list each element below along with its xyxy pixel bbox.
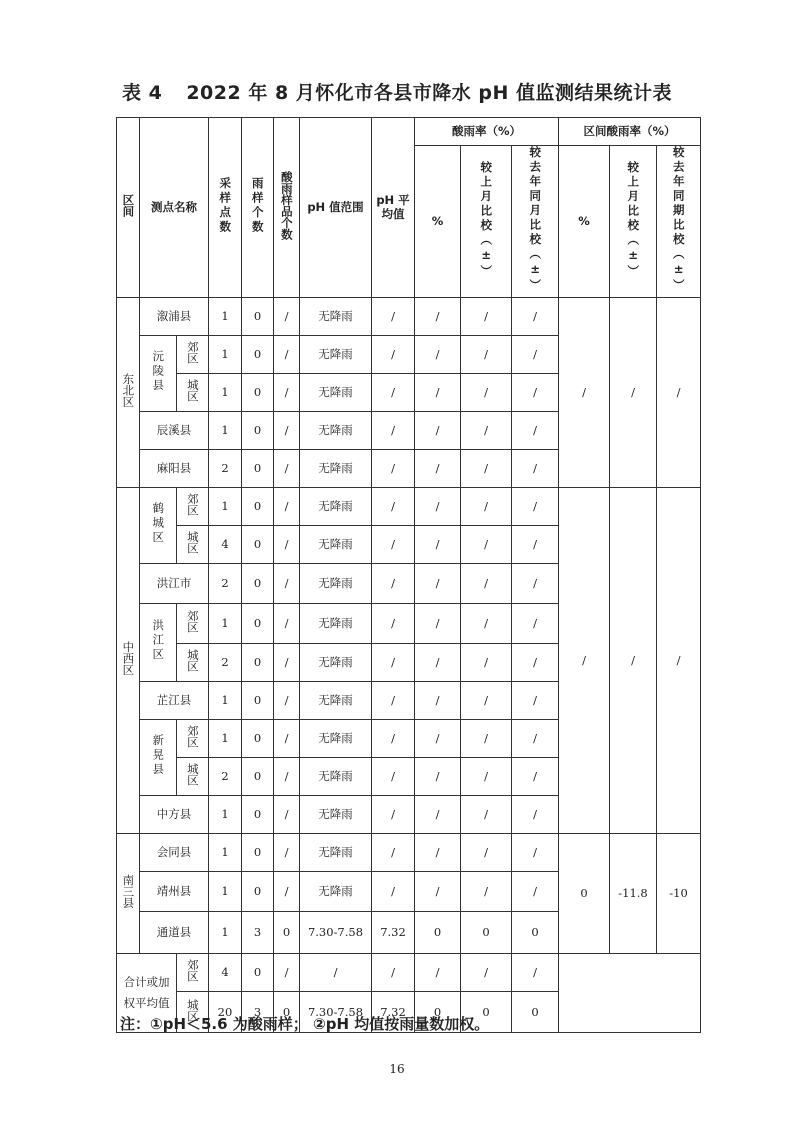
cell-points: 1 — [209, 335, 242, 373]
cell-vs-month: / — [461, 335, 512, 373]
station-sub: 郊区 — [177, 953, 209, 991]
region-rate-vs-year: -10 — [657, 833, 701, 953]
cell-range: 无降雨 — [300, 411, 372, 449]
cell-avg: / — [372, 643, 415, 681]
cell-pct: / — [415, 487, 461, 525]
cell-range: 无降雨 — [300, 563, 372, 603]
cell-vs-year: / — [512, 757, 559, 795]
station-name: 靖州县 — [140, 871, 209, 911]
cell-pct: / — [415, 953, 461, 991]
cell-acid: / — [274, 643, 300, 681]
cell-samples: 0 — [242, 411, 274, 449]
cell-samples: 0 — [242, 373, 274, 411]
cell-avg: / — [372, 795, 415, 833]
cell-range: 无降雨 — [300, 719, 372, 757]
header-vs-last-year: 较去年同月比校（±） — [512, 146, 559, 298]
cell-range: 7.30-7.58 — [300, 911, 372, 953]
cell-pct: / — [415, 449, 461, 487]
station-name: 芷江县 — [140, 681, 209, 719]
cell-acid: / — [274, 297, 300, 335]
cell-points: 1 — [209, 297, 242, 335]
region-rate-pct: / — [559, 297, 610, 487]
station-name: 辰溪县 — [140, 411, 209, 449]
cell-pct: / — [415, 643, 461, 681]
cell-range: 无降雨 — [300, 335, 372, 373]
header-region-acid-rate: 区间酸雨率（%） — [559, 118, 701, 146]
cell-samples: 0 — [242, 563, 274, 603]
cell-vs-month: / — [461, 449, 512, 487]
ph-statistics-table — [116, 117, 701, 1033]
table-row — [117, 297, 701, 335]
cell-samples: 0 — [242, 487, 274, 525]
header-ph-average: pH 平均值 — [372, 118, 415, 298]
cell-pct: / — [415, 757, 461, 795]
cell-samples: 0 — [242, 603, 274, 643]
cell-vs-year: / — [512, 335, 559, 373]
cell-range: 无降雨 — [300, 833, 372, 871]
cell-range: 无降雨 — [300, 681, 372, 719]
station-sub: 城区 — [177, 373, 209, 411]
header-region-vs-last-month: 较上月比校（±） — [610, 146, 657, 298]
cell-vs-year: / — [512, 719, 559, 757]
cell-pct: / — [415, 297, 461, 335]
cell-pct: / — [415, 335, 461, 373]
table-title-text: 2022 年 8 月怀化市各县市降水 pH 值监测结果统计表 — [186, 82, 673, 104]
cell-avg: / — [372, 525, 415, 563]
cell-samples: 0 — [242, 297, 274, 335]
cell-vs-year: 0 — [512, 911, 559, 953]
cell-avg: / — [372, 335, 415, 373]
cell-points: 20 — [209, 991, 242, 1032]
station-name: 溆浦县 — [140, 297, 209, 335]
group-xinhuang: 新晃县 — [140, 719, 177, 795]
cell-samples: 0 — [242, 525, 274, 563]
cell-points: 1 — [209, 911, 242, 953]
station-sub: 城区 — [177, 643, 209, 681]
cell-pct: / — [415, 411, 461, 449]
cell-vs-year: / — [512, 953, 559, 991]
table-row — [117, 833, 701, 871]
cell-avg: / — [372, 297, 415, 335]
cell-pct: / — [415, 795, 461, 833]
table-note: 注：①pH＜5.6 为酸雨样； ②pH 均值按雨量数加权。 — [120, 1015, 490, 1033]
cell-points: 4 — [209, 525, 242, 563]
table-row — [117, 953, 701, 991]
cell-samples: 0 — [242, 871, 274, 911]
table-title — [0, 78, 794, 105]
cell-vs-year: 0 — [512, 991, 559, 1032]
cell-acid: / — [274, 487, 300, 525]
region-zhongxi: 中西区 — [117, 487, 140, 833]
page-number: 16 — [389, 1062, 405, 1076]
cell-samples: 0 — [242, 643, 274, 681]
station-sub: 郊区 — [177, 603, 209, 643]
cell-vs-year: / — [512, 373, 559, 411]
cell-vs-month: / — [461, 953, 512, 991]
station-name: 会同县 — [140, 833, 209, 871]
cell-range: 无降雨 — [300, 487, 372, 525]
cell-samples: 0 — [242, 833, 274, 871]
cell-vs-year: / — [512, 643, 559, 681]
cell-pct: / — [415, 871, 461, 911]
cell-range: 无降雨 — [300, 297, 372, 335]
cell-vs-month: / — [461, 487, 512, 525]
cell-range: 无降雨 — [300, 525, 372, 563]
region-nansan: 南三县 — [117, 833, 140, 953]
cell-vs-year: / — [512, 603, 559, 643]
cell-avg: 7.32 — [372, 991, 415, 1032]
cell-samples: 3 — [242, 911, 274, 953]
cell-vs-month: / — [461, 373, 512, 411]
cell-points: 1 — [209, 871, 242, 911]
cell-points: 2 — [209, 643, 242, 681]
cell-acid: / — [274, 681, 300, 719]
group-yuanling: 沅陵县 — [140, 335, 177, 411]
cell-vs-month: / — [461, 757, 512, 795]
cell-avg: / — [372, 449, 415, 487]
cell-pct: 0 — [415, 911, 461, 953]
cell-samples: 0 — [242, 449, 274, 487]
cell-points: 2 — [209, 563, 242, 603]
cell-avg: / — [372, 563, 415, 603]
header-ph-range: pH 值范围 — [300, 118, 372, 298]
cell-points: 2 — [209, 757, 242, 795]
cell-vs-month: / — [461, 643, 512, 681]
cell-avg: / — [372, 373, 415, 411]
cell-vs-month: / — [461, 525, 512, 563]
cell-vs-year: / — [512, 563, 559, 603]
cell-vs-month: / — [461, 603, 512, 643]
cell-points: 1 — [209, 603, 242, 643]
cell-acid: / — [274, 833, 300, 871]
cell-vs-month: / — [461, 411, 512, 449]
cell-pct: / — [415, 373, 461, 411]
cell-range: 无降雨 — [300, 795, 372, 833]
cell-pct: / — [415, 563, 461, 603]
header-region-vs-last-year: 较去年同期比校（±） — [657, 146, 701, 298]
cell-pct: / — [415, 525, 461, 563]
cell-samples: 0 — [242, 681, 274, 719]
station-sub: 郊区 — [177, 487, 209, 525]
station-sub: 城区 — [177, 991, 209, 1032]
header-region: 区间 — [117, 118, 140, 298]
station-name: 中方县 — [140, 795, 209, 833]
header-station: 测点名称 — [140, 118, 209, 298]
header-samples: 雨样个数 — [242, 118, 274, 298]
region-rate-vs-year: / — [657, 487, 701, 833]
cell-points: 1 — [209, 411, 242, 449]
cell-vs-month: / — [461, 833, 512, 871]
cell-vs-year: / — [512, 411, 559, 449]
cell-pct: / — [415, 603, 461, 643]
cell-avg: / — [372, 757, 415, 795]
cell-acid: / — [274, 795, 300, 833]
station-sub: 城区 — [177, 757, 209, 795]
region-rate-vs-month: / — [610, 297, 657, 487]
header-acid-rate: 酸雨率（%） — [415, 118, 559, 146]
cell-avg: / — [372, 871, 415, 911]
cell-acid: / — [274, 757, 300, 795]
table-row — [117, 487, 701, 525]
cell-acid: / — [274, 525, 300, 563]
station-sub: 城区 — [177, 525, 209, 563]
cell-vs-month: / — [461, 297, 512, 335]
cell-avg: 7.32 — [372, 911, 415, 953]
cell-acid: 0 — [274, 991, 300, 1032]
header-acid-samples: 酸雨样品个数 — [274, 118, 300, 298]
cell-samples: 0 — [242, 795, 274, 833]
cell-samples: 3 — [242, 991, 274, 1032]
cell-range: 无降雨 — [300, 449, 372, 487]
region-rate-pct: / — [559, 487, 610, 833]
cell-acid: / — [274, 449, 300, 487]
cell-range: 7.30-7.58 — [300, 991, 372, 1032]
cell-vs-year: / — [512, 871, 559, 911]
cell-acid: / — [274, 719, 300, 757]
header-region-percent: % — [559, 146, 610, 298]
cell-acid: / — [274, 563, 300, 603]
cell-vs-month: / — [461, 681, 512, 719]
cell-avg: / — [372, 603, 415, 643]
cell-vs-month: / — [461, 795, 512, 833]
group-hecheng: 鹤城区 — [140, 487, 177, 563]
cell-vs-year: / — [512, 833, 559, 871]
station-sub: 郊区 — [177, 719, 209, 757]
cell-range: 无降雨 — [300, 603, 372, 643]
cell-range: / — [300, 953, 372, 991]
cell-range: 无降雨 — [300, 871, 372, 911]
cell-acid: / — [274, 411, 300, 449]
table-number: 表 4 — [121, 82, 163, 104]
cell-acid: / — [274, 603, 300, 643]
cell-points: 1 — [209, 719, 242, 757]
cell-avg: / — [372, 953, 415, 991]
cell-acid: 0 — [274, 911, 300, 953]
region-rate-pct: 0 — [559, 833, 610, 953]
cell-avg: / — [372, 719, 415, 757]
header-points: 采样点数 — [209, 118, 242, 298]
region-rate-vs-month: / — [610, 487, 657, 833]
region-rate-vs-year: / — [657, 297, 701, 487]
cell-pct: / — [415, 719, 461, 757]
cell-vs-year: / — [512, 487, 559, 525]
cell-samples: 0 — [242, 953, 274, 991]
cell-samples: 0 — [242, 757, 274, 795]
header-rate-percent: % — [415, 146, 461, 298]
cell-vs-year: / — [512, 525, 559, 563]
cell-points: 1 — [209, 373, 242, 411]
cell-samples: 0 — [242, 719, 274, 757]
cell-pct: / — [415, 681, 461, 719]
cell-vs-month: / — [461, 563, 512, 603]
cell-range: 无降雨 — [300, 373, 372, 411]
cell-points: 4 — [209, 953, 242, 991]
cell-points: 2 — [209, 449, 242, 487]
cell-vs-year: / — [512, 681, 559, 719]
cell-vs-month: 0 — [461, 911, 512, 953]
cell-points: 1 — [209, 833, 242, 871]
station-name: 洪江市 — [140, 563, 209, 603]
total-label: 合计或加权平均值 — [117, 953, 177, 1032]
cell-samples: 0 — [242, 335, 274, 373]
station-name: 麻阳县 — [140, 449, 209, 487]
region-dongbei: 东北区 — [117, 297, 140, 487]
group-hongjiang-qu: 洪江区 — [140, 603, 177, 681]
header-vs-last-month: 较上月比校（±） — [461, 146, 512, 298]
cell-acid: / — [274, 373, 300, 411]
total-region-blank — [559, 953, 701, 1032]
cell-range: 无降雨 — [300, 757, 372, 795]
cell-points: 1 — [209, 681, 242, 719]
cell-points: 1 — [209, 795, 242, 833]
cell-vs-year: / — [512, 297, 559, 335]
cell-acid: / — [274, 871, 300, 911]
cell-avg: / — [372, 681, 415, 719]
cell-acid: / — [274, 335, 300, 373]
cell-vs-month: / — [461, 871, 512, 911]
cell-range: 无降雨 — [300, 643, 372, 681]
cell-vs-month: / — [461, 719, 512, 757]
cell-vs-month: 0 — [461, 991, 512, 1032]
cell-pct: 0 — [415, 991, 461, 1032]
cell-acid: / — [274, 953, 300, 991]
cell-pct: / — [415, 833, 461, 871]
cell-avg: / — [372, 487, 415, 525]
region-rate-vs-month: -11.8 — [610, 833, 657, 953]
cell-avg: / — [372, 833, 415, 871]
station-name: 通道县 — [140, 911, 209, 953]
cell-vs-year: / — [512, 795, 559, 833]
cell-avg: / — [372, 411, 415, 449]
station-sub: 郊区 — [177, 335, 209, 373]
cell-vs-year: / — [512, 449, 559, 487]
cell-points: 1 — [209, 487, 242, 525]
